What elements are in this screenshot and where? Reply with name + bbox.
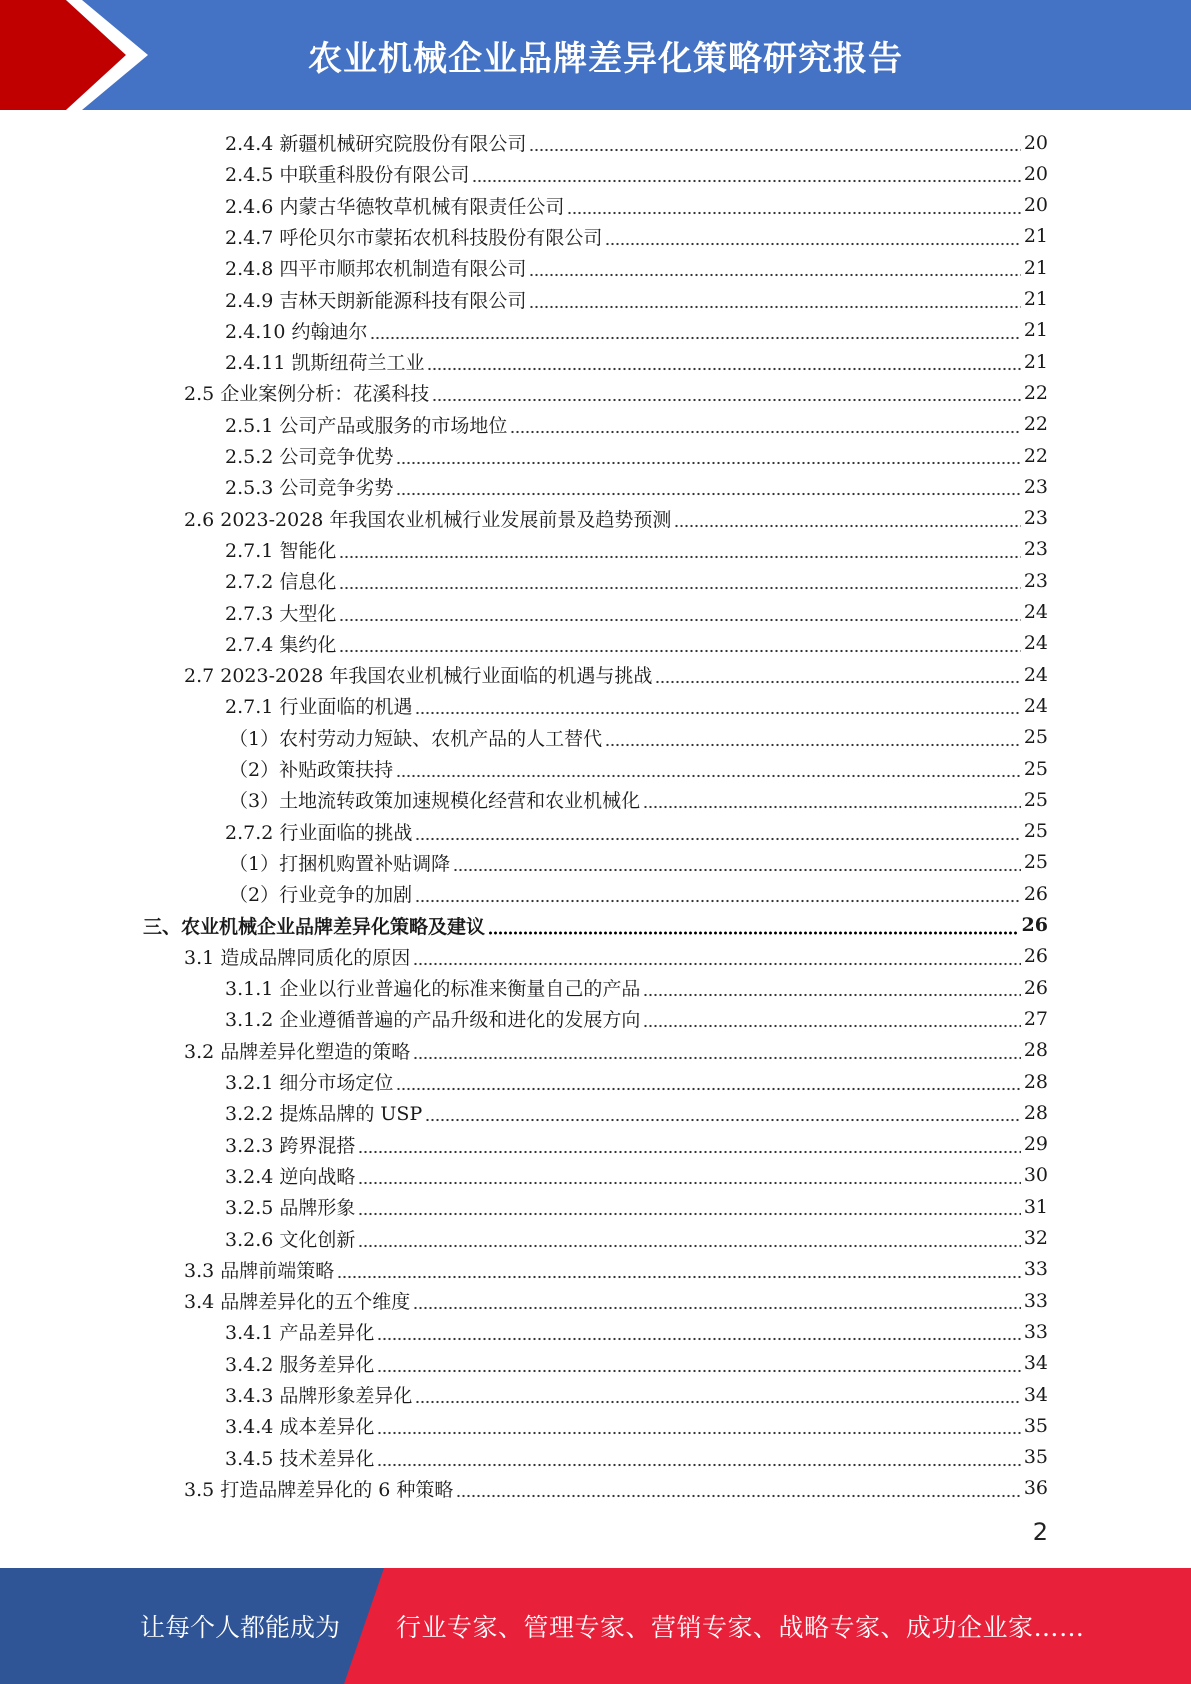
toc-entry-page: 29 (1023, 1133, 1048, 1156)
toc-entry-page: 21 (1023, 319, 1048, 342)
toc-dot-leader (339, 597, 1020, 628)
toc-entry-page: 22 (1023, 381, 1048, 404)
toc-entry-page: 28 (1023, 1039, 1048, 1062)
toc-dot-leader (377, 1316, 1020, 1347)
toc-entry[interactable] (225, 315, 1048, 346)
toc-dot-leader (396, 1066, 1020, 1097)
toc-entry-page: 26 (1021, 914, 1048, 936)
toc-dot-leader (396, 753, 1021, 784)
toc-entry[interactable] (225, 252, 1048, 283)
toc-entry[interactable] (229, 722, 1048, 753)
toc-entry-title: 2.4.9 吉林天朗新能源科技有限公司 (225, 289, 527, 312)
toc-entry-title: 2.5.1 公司产品或服务的市场地位 (225, 414, 508, 437)
toc-dot-leader (413, 1285, 1021, 1316)
toc-entry-page: 20 (1023, 162, 1048, 185)
toc-entry-title: 3.2.5 品牌形象 (225, 1197, 356, 1220)
toc-entry-title: 3.1 造成品牌同质化的原因 (184, 946, 411, 969)
toc-entry-title: （2）补贴政策扶持 (229, 759, 394, 781)
toc-entry-page: 34 (1023, 1352, 1048, 1375)
toc-entry-page: 32 (1023, 1227, 1048, 1249)
toc-entry-title: 2.7.4 集约化 (225, 633, 337, 656)
toc-entry-page: 36 (1023, 1477, 1048, 1500)
toc-entry-title: （1）打捆机购置补贴调降 (229, 852, 451, 875)
toc-entry-title: 2.5.3 公司竞争劣势 (225, 477, 394, 500)
toc-dot-leader (427, 346, 1020, 377)
toc-entry[interactable] (225, 440, 1048, 471)
toc-dot-leader (643, 784, 1021, 815)
toc-dot-leader (456, 1473, 1020, 1504)
toc-entry-title: （2）行业竞争的加剧 (229, 884, 413, 907)
toc-entry-title: 2.4.10 约翰迪尔 (225, 320, 368, 343)
toc-dot-leader (415, 816, 1020, 847)
footer-slogan-right: 行业专家、管理专家、营销专家、战略专家、成功企业家…… (396, 1613, 1085, 1642)
toc-entry-page: 21 (1023, 256, 1048, 279)
toc-dot-leader (415, 1379, 1020, 1410)
toc-entry-title: 3.4.5 技术差异化 (225, 1447, 375, 1470)
toc-entry[interactable] (225, 628, 1048, 659)
toc-entry[interactable] (225, 1066, 1048, 1097)
toc-entry-page: 30 (1023, 1164, 1048, 1187)
toc-entry-page: 24 (1023, 694, 1048, 717)
toc-entry-title: 2.4.4 新疆机械研究院股份有限公司 (225, 133, 527, 155)
toc-entry-page: 21 (1023, 225, 1048, 248)
toc-entry-page: 35 (1023, 1446, 1048, 1469)
toc-entry[interactable] (184, 659, 1048, 690)
toc-entry-page: 28 (1023, 1070, 1048, 1093)
toc-entry[interactable] (184, 503, 1048, 534)
toc-dot-leader (453, 847, 1021, 878)
toc-entry-title: 3.2.4 逆向战略 (225, 1165, 356, 1188)
toc-dot-leader (415, 878, 1021, 909)
toc-dot-leader (432, 377, 1021, 408)
toc-entry-title: 2.5 企业案例分析：花溪科技 (184, 383, 430, 406)
toc-entry[interactable] (143, 910, 1048, 941)
toc-dot-leader (605, 221, 1020, 252)
toc-entry-page: 22 (1023, 413, 1048, 436)
toc-entry-title: 2.6 2023-2028 年我国农业机械行业发展前景及趋势预测 (184, 508, 672, 531)
toc-entry-title: 3.2.2 提炼品牌的 USP (225, 1103, 423, 1126)
toc-dot-leader (358, 1129, 1020, 1160)
toc-entry-page: 24 (1023, 601, 1048, 623)
toc-entry-page: 28 (1023, 1101, 1048, 1124)
page-header (0, 0, 1191, 110)
toc-entry-page: 23 (1023, 538, 1048, 561)
toc-dot-leader (370, 315, 1020, 346)
toc-entry-title: 3.3 品牌前端策略 (184, 1259, 335, 1282)
toc-entry[interactable] (225, 1348, 1048, 1379)
toc-entry[interactable] (225, 1410, 1048, 1441)
toc-entry[interactable] (225, 690, 1048, 721)
toc-dot-leader (655, 659, 1020, 690)
toc-dot-leader (339, 628, 1020, 659)
page-footer (0, 1568, 1191, 1684)
toc-entry-page: 27 (1023, 1007, 1048, 1030)
toc-entry-title: （3）土地流转政策加速规模化经营和农业机械化 (229, 790, 641, 813)
toc-dot-leader (674, 503, 1020, 534)
toc-entry[interactable] (184, 1473, 1048, 1504)
toc-dot-leader (377, 1442, 1020, 1473)
toc-entry-page: 25 (1023, 851, 1048, 874)
toc-entry-title: 3.2 品牌差异化塑造的策略 (184, 1040, 411, 1063)
toc-entry-title: 2.5.2 公司竞争优势 (225, 446, 394, 468)
toc-entry[interactable] (229, 847, 1048, 878)
toc-dot-leader (396, 471, 1020, 502)
toc-entry-title: 2.7.3 大型化 (225, 602, 337, 625)
toc-entry-page: 25 (1023, 757, 1048, 780)
toc-entry[interactable] (225, 816, 1048, 847)
toc-entry-page: 25 (1023, 788, 1048, 811)
toc-entry-title: 3.4.4 成本差异化 (225, 1416, 375, 1439)
toc-entry-title: 2.4.8 四平市顺邦农机制造有限公司 (225, 258, 527, 281)
toc-entry[interactable] (225, 471, 1048, 502)
toc-entry[interactable] (225, 127, 1048, 158)
toc-entry-page: 22 (1023, 444, 1048, 467)
toc-entry-title: 2.4.5 中联重科股份有限公司 (225, 164, 470, 187)
toc-entry[interactable] (229, 753, 1048, 784)
toc-entry-title: 2.7 2023-2028 年我国农业机械行业面临的机遇与挑战 (184, 665, 653, 688)
toc-entry[interactable] (184, 1035, 1048, 1066)
toc-entry-title: 3.4 品牌差异化的五个维度 (184, 1291, 411, 1314)
toc-dot-leader (488, 910, 1019, 941)
toc-dot-leader (396, 440, 1020, 471)
toc-entry-page: 34 (1023, 1383, 1048, 1406)
toc-entry-title: 3.4.2 服务差异化 (225, 1353, 375, 1376)
toc-dot-leader (567, 190, 1020, 221)
toc-entry-title: 3.1.2 企业遵循普遍的产品升级和进化的发展方向 (225, 1009, 641, 1032)
toc-entry[interactable] (225, 1316, 1048, 1347)
toc-entry[interactable] (225, 409, 1048, 440)
toc-dot-leader (510, 409, 1020, 440)
toc-entry-page: 35 (1023, 1414, 1048, 1437)
toc-entry[interactable] (225, 190, 1048, 221)
toc-entry[interactable] (225, 1442, 1048, 1473)
toc-entry-page: 23 (1023, 569, 1048, 592)
toc-entry-page: 31 (1023, 1195, 1048, 1218)
toc-dot-leader (425, 1097, 1021, 1128)
toc-entry[interactable] (225, 1097, 1048, 1128)
toc-entry[interactable] (225, 597, 1048, 628)
toc-entry-title: 2.7.1 行业面临的机遇 (225, 696, 413, 719)
toc-entry[interactable] (184, 1285, 1048, 1316)
toc-entry-page: 24 (1023, 632, 1048, 655)
toc-entry-title: 2.7.2 行业面临的挑战 (225, 821, 413, 844)
toc-entry-title: 2.4.11 凯斯纽荷兰工业 (225, 352, 425, 375)
toc-entry[interactable] (229, 784, 1048, 815)
toc-entry[interactable] (225, 565, 1048, 596)
toc-dot-leader (413, 1035, 1021, 1066)
toc-entry-page: 25 (1023, 726, 1048, 749)
toc-entry-title: 3.2.3 跨界混搭 (225, 1134, 356, 1157)
toc-entry-page: 24 (1023, 663, 1048, 686)
toc-dot-leader (337, 1254, 1021, 1285)
toc-entry[interactable] (184, 941, 1048, 972)
toc-entry-page: 21 (1023, 288, 1048, 310)
toc-entry[interactable] (225, 534, 1048, 565)
toc-entry[interactable] (225, 1003, 1048, 1034)
toc-entry[interactable] (229, 878, 1048, 909)
toc-dot-leader (358, 1223, 1020, 1254)
toc-entry-title: （1）农村劳动力短缺、农机产品的人工替代 (229, 727, 603, 750)
toc-entry[interactable] (225, 1129, 1048, 1160)
toc-entry[interactable] (225, 1223, 1048, 1254)
toc-dot-leader (358, 1191, 1020, 1222)
toc-entry[interactable] (225, 1160, 1048, 1191)
toc-entry-title: 三、农业机械企业品牌差异化策略及建议 (143, 915, 486, 938)
toc-entry-page: 33 (1023, 1320, 1048, 1343)
toc-entry[interactable] (225, 346, 1048, 377)
toc-entry-page: 25 (1023, 820, 1048, 843)
toc-dot-leader (377, 1348, 1020, 1379)
toc-entry[interactable] (225, 1191, 1048, 1222)
toc-entry[interactable] (184, 377, 1048, 408)
toc-dot-leader (413, 941, 1021, 972)
toc-dot-leader (415, 690, 1020, 721)
toc-dot-leader (643, 1003, 1020, 1034)
toc-dot-leader (377, 1410, 1020, 1441)
toc-entry[interactable] (225, 972, 1048, 1003)
toc-dot-leader (358, 1160, 1020, 1191)
toc-entry-title: 3.4.3 品牌形象差异化 (225, 1385, 413, 1407)
toc-entry-page: 23 (1023, 475, 1048, 498)
toc-entry-page: 26 (1023, 882, 1048, 905)
toc-entry-title: 3.1.1 企业以行业普遍化的标准来衡量自己的产品 (225, 978, 641, 1001)
toc-dot-leader (605, 722, 1021, 753)
toc-dot-leader (529, 127, 1020, 158)
toc-dot-leader (339, 565, 1020, 596)
toc-entry[interactable] (225, 158, 1048, 189)
toc-entry-page: 26 (1023, 976, 1048, 999)
toc-dot-leader (643, 972, 1020, 1003)
toc-entry-page: 20 (1023, 131, 1048, 154)
toc-dot-leader (339, 534, 1020, 565)
toc-entry-page: 33 (1023, 1258, 1048, 1281)
toc-entry-title: 2.4.7 呼伦贝尔市蒙拓农机科技股份有限公司 (225, 226, 603, 249)
toc-entry-title: 3.5 打造品牌差异化的 6 种策略 (184, 1478, 454, 1501)
toc-entry-title: 3.2.1 细分市场定位 (225, 1072, 394, 1094)
toc-entry[interactable] (225, 284, 1048, 315)
document-title: 农业机械企业品牌差异化策略研究报告 (308, 38, 903, 79)
toc-dot-leader (529, 284, 1020, 315)
toc-entry-page: 26 (1023, 945, 1048, 968)
toc-entry-title: 2.7.2 信息化 (225, 571, 337, 594)
toc-entry-page: 21 (1023, 350, 1048, 373)
toc-entry[interactable] (225, 1379, 1048, 1410)
toc-entry-title: 2.4.6 内蒙古华德牧草机械有限责任公司 (225, 195, 565, 218)
toc-entry-title: 3.2.6 文化创新 (225, 1228, 356, 1251)
toc-entry-page: 23 (1023, 507, 1048, 530)
toc-entry-title: 3.4.1 产品差异化 (225, 1322, 375, 1345)
toc-dot-leader (472, 158, 1020, 189)
page-number: 2 (1032, 1518, 1048, 1546)
toc-entry[interactable] (184, 1254, 1048, 1285)
toc-entry-page: 20 (1023, 194, 1048, 217)
toc-entry-title: 2.7.1 智能化 (225, 539, 337, 562)
toc-entry-page: 33 (1023, 1289, 1048, 1312)
toc-dot-leader (529, 252, 1020, 283)
footer-slogan-left: 让每个人都能成为 (140, 1613, 341, 1642)
toc-entry[interactable] (225, 221, 1048, 252)
